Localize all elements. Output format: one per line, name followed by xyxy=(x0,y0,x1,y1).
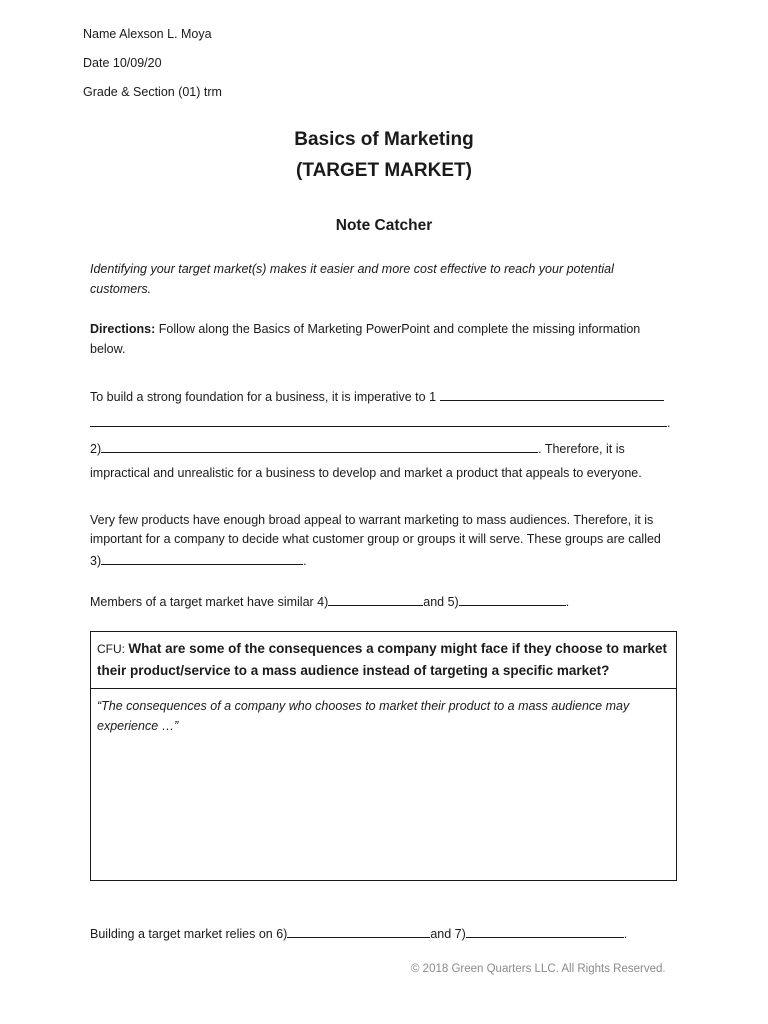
blank-4[interactable] xyxy=(328,593,423,606)
p4-start: Building a target market relies on 6) xyxy=(90,927,288,941)
note-catcher-heading: Note Catcher xyxy=(335,217,433,234)
paragraph-1-line-2 xyxy=(90,414,670,430)
directions-text: Follow along the Basics of Marketing PowerPoint and complete the missing information xyxy=(155,322,641,336)
copyright-footer: © 2018 Green Quarters LLC. All Rights Reserved. xyxy=(411,963,666,975)
blank-2[interactable] xyxy=(101,440,538,453)
grade-section: Grade & Section (01) trm xyxy=(83,85,222,99)
p3-end: . xyxy=(565,595,570,609)
cfu-header xyxy=(91,632,676,689)
directions-label: Directions: xyxy=(90,322,156,336)
paragraph-3 xyxy=(90,593,569,609)
p2-line3-end: . xyxy=(303,554,307,568)
p1-text: To build a strong foundation for a business, it is imperative to 1 xyxy=(90,390,437,404)
p3-start: Members of a target market have similar 4) xyxy=(90,595,329,609)
blank-1[interactable] xyxy=(440,388,664,401)
paragraph-1-line-3 xyxy=(90,440,625,456)
blank-3[interactable] xyxy=(101,552,303,565)
directions-line-1 xyxy=(90,322,640,336)
blank-7[interactable] xyxy=(466,925,624,938)
cfu-label: CFU: xyxy=(97,642,129,656)
p1-line3-start: 2) xyxy=(90,442,102,456)
directions-line-2: below. xyxy=(90,342,126,356)
paragraph-2-line-3 xyxy=(90,552,307,568)
intro-line-1: Identifying your target market(s) makes it easier and more cost effective to reach your potential xyxy=(90,262,614,276)
paragraph-2-line-2: important for a company to decide what customer group or groups it will serve. These groups are called xyxy=(90,532,661,546)
paragraph-1-line-4: impractical and unrealistic for a business to develop and market a product that appeals to everyone. xyxy=(90,466,642,480)
cfu-question: What are some of the consequences a company might face if they choose to market their product/service to a mass audience instead of targeting a specific market? xyxy=(97,641,667,678)
cfu-box xyxy=(90,631,677,881)
blank-1-continued[interactable] xyxy=(90,414,667,427)
intro-line-2: customers. xyxy=(90,282,152,296)
page-title-sub: (TARGET MARKET) xyxy=(296,160,472,181)
p3-mid: and 5) xyxy=(423,595,459,609)
paragraph-4 xyxy=(90,925,627,941)
paragraph-2-line-1: Very few products have enough broad appeal to warrant marketing to mass audiences. Therefore, it is xyxy=(90,513,654,527)
page-title: Basics of Marketing xyxy=(294,129,474,150)
student-name: Name Alexson L. Moya xyxy=(83,27,212,41)
p1-line2-end: . xyxy=(667,416,671,430)
p2-line3-start: 3) xyxy=(90,554,102,568)
paragraph-1-line-1 xyxy=(90,388,664,404)
p4-mid: and 7) xyxy=(430,927,466,941)
blank-5[interactable] xyxy=(459,593,566,606)
date-field: Date 10/09/20 xyxy=(83,56,162,70)
p4-end: . xyxy=(623,927,628,941)
blank-6[interactable] xyxy=(287,925,430,938)
p1-line3-end: . Therefore, it is xyxy=(538,442,625,456)
cfu-answer[interactable]: “The consequences of a company who chooses to market their product to a mass audience may experience …” xyxy=(97,699,630,733)
